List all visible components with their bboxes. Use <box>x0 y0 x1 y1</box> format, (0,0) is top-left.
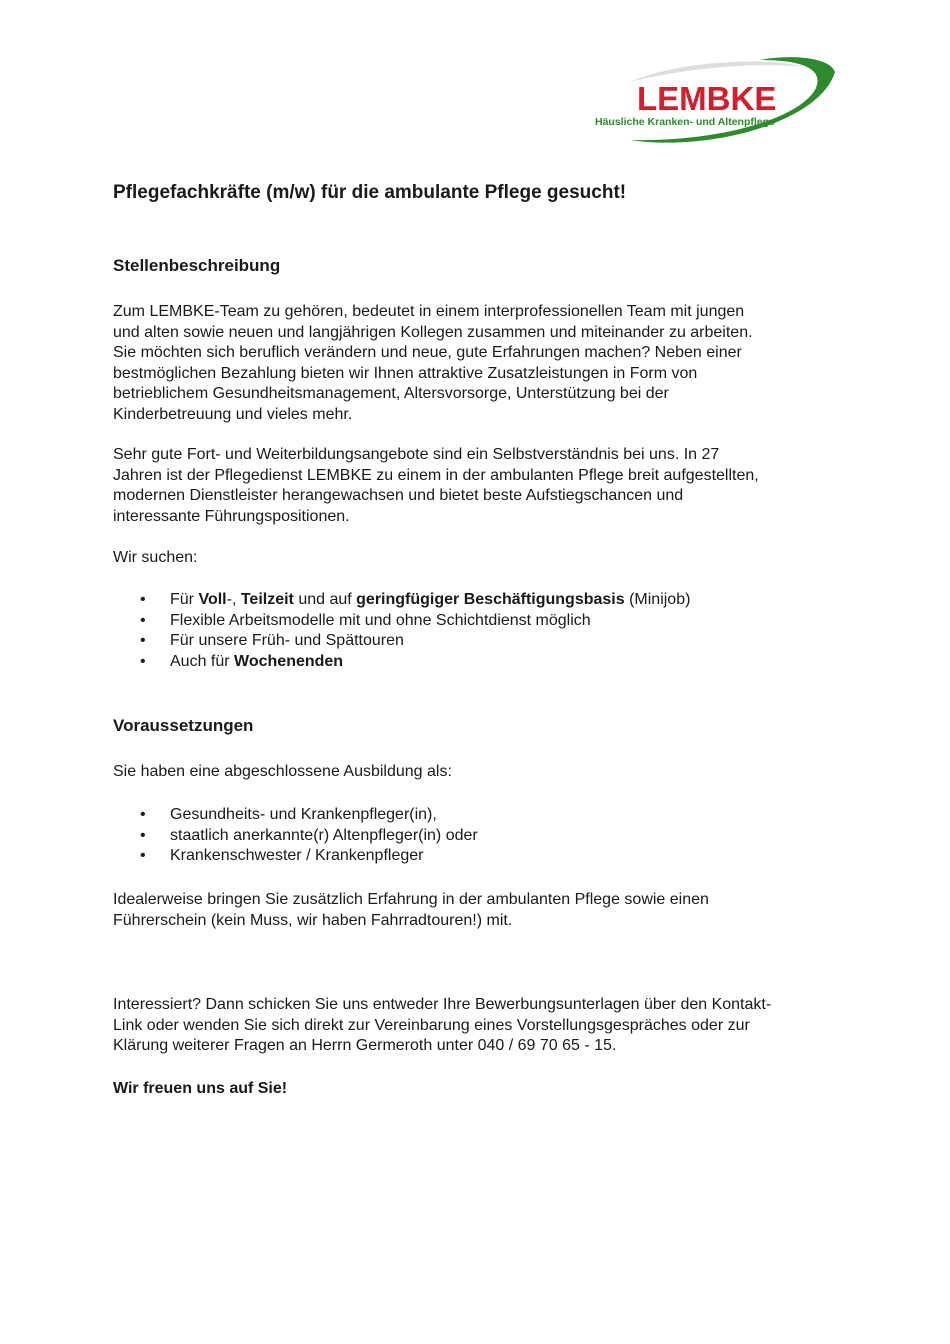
text-line: und alten sowie neuen und langjährigen Kollegen zusammen und miteinander zu arbeiten. <box>113 323 753 341</box>
list-item: • Für unsere Früh- und Spättouren <box>113 631 690 652</box>
logo-swoosh-icon <box>590 52 840 152</box>
text-line: Interessiert? Dann schicken Sie uns entweder Ihre Bewerbungsunterlagen über den Kontakt- <box>113 996 772 1013</box>
text-line: Jahren ist der Pflegedienst LEMBKE zu einem in der ambulanten Pflege breit aufgestellten, <box>113 466 759 484</box>
text-line: modernen Dienstleister herangewachsen und bietet beste Aufstiegschancen und <box>113 487 684 504</box>
requirements-list <box>113 805 478 867</box>
we-seek-list <box>113 590 690 673</box>
paragraph-ideal <box>113 890 709 931</box>
text-line: Kinderbetreuung und vieles mehr. <box>113 405 353 423</box>
section-heading-requirements: Voraussetzungen <box>113 716 254 735</box>
list-item: • staatlich anerkannte(r) Altenpfleger(in) oder <box>113 826 478 847</box>
svg-text:LEMBKE: LEMBKE <box>637 80 777 117</box>
text-line: Sie möchten sich beruflich verändern und neue, gute Erfahrungen machen? Neben einer <box>113 344 742 361</box>
text-line: Führerschein (kein Muss, wir haben Fahrradtouren!) mit. <box>113 911 513 929</box>
paragraph-contact <box>113 995 771 1057</box>
list-item: • Auch für Wochenenden <box>113 652 690 673</box>
text-line: Klärung weiterer Fragen an Herrn Germeroth unter 040 / 69 70 65 - 15. <box>113 1037 617 1054</box>
list-item: • Für Voll-, Teilzeit und auf geringfügiger Beschäftigungsbasis (Minijob) <box>113 590 690 611</box>
list-item: • Flexible Arbeitsmodelle mit und ohne Schichtdienst möglich <box>113 611 690 632</box>
company-logo <box>590 52 840 152</box>
text-line: Sehr gute Fort- und Weiterbildungsangebote sind ein Selbstverständnis bei uns. In 27 <box>113 446 720 463</box>
text-line: betrieblichem Gesundheitsmanagement, Altersvorsorge, Unterstützung bei der <box>113 385 669 402</box>
list-item: • Gesundheits- und Krankenpfleger(in), <box>113 805 478 826</box>
svg-text:Häusliche Kranken- und Altenpf: Häusliche Kranken- und Altenpflege <box>595 116 775 128</box>
page-title: Pflegefachkräfte (m/w) für die ambulante Pflege gesucht! <box>113 182 627 203</box>
list-item: • Krankenschwester / Krankenpfleger <box>113 846 478 867</box>
text-line: bestmöglichen Bezahlung bieten wir Ihnen attraktive Zusatzleistungen in Form von <box>113 364 698 382</box>
text-line: Link oder wenden Sie sich direkt zur Vereinbarung eines Vorstellungsgespräches oder zur <box>113 1016 750 1034</box>
text-line: interessante Führungspositionen. <box>113 507 350 525</box>
paragraph-team <box>113 302 753 425</box>
requirements-intro: Sie haben eine abgeschlossene Ausbildung als: <box>113 763 452 780</box>
paragraph-training <box>113 445 759 527</box>
text-line: Zum LEMBKE-Team zu gehören, bedeutet in einem interprofessionellen Team mit jungen <box>113 303 745 320</box>
text-line: Idealerweise bringen Sie zusätzlich Erfahrung in der ambulanten Pflege sowie einen <box>113 891 709 908</box>
we-seek-intro: Wir suchen: <box>113 549 198 566</box>
section-heading-job-description: Stellenbeschreibung <box>113 256 281 275</box>
closing-line: Wir freuen uns auf Sie! <box>113 1080 288 1097</box>
